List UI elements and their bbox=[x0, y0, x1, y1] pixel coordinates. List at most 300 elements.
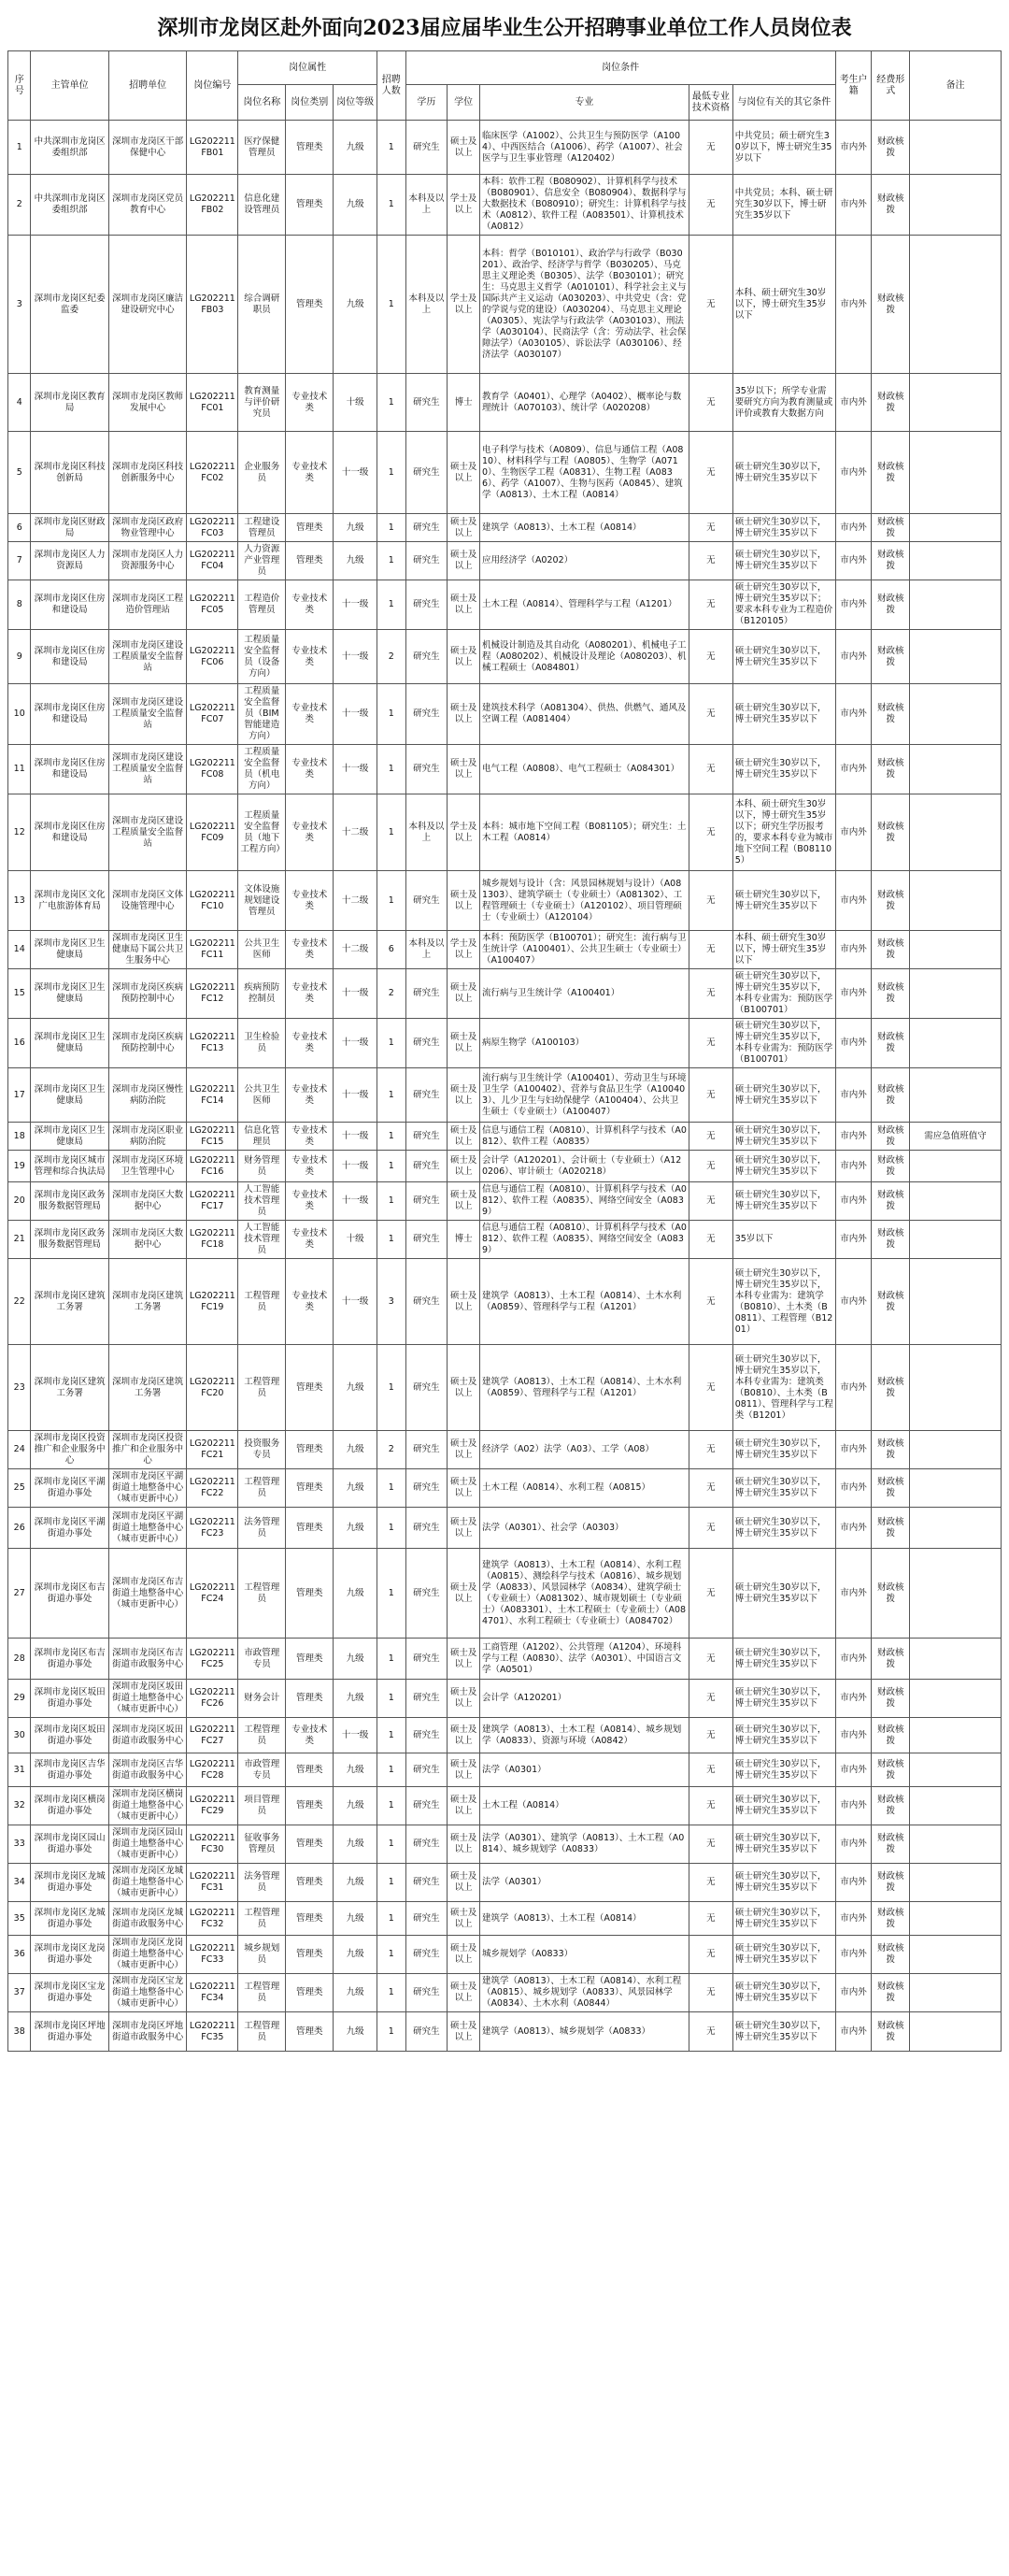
cell-major: 城乡规划学（A0833） bbox=[479, 1936, 689, 1974]
page-title: 深圳市龙岗区赴外面向2023届应届毕业生公开招聘事业单位工作人员岗位表 bbox=[157, 16, 852, 40]
cell-note bbox=[910, 2012, 1002, 2052]
cell-position-type: 管理类 bbox=[286, 121, 334, 175]
table-row bbox=[8, 1431, 1002, 1469]
cell-major: 建筑学（A0813）、土木工程（A0814）、水利工程（A0815）、测绘科学与技术（A0816）、城乡规划学（A0833）、风景园林学（A0834）、建筑学硕士（专业硕士）（A081302）、城市规划硕士（专业硕士）（A083301）、土木工程硕士（专业硕士）（A084701）、水利工程硕士（专业硕士）（A084702） bbox=[479, 1549, 689, 1639]
cell-unit: 深圳市龙岗区建筑工务署 bbox=[108, 1259, 186, 1345]
cell-other-conditions: 硕士研究生30岁以下，博士研究生35岁以下 bbox=[732, 1902, 835, 1936]
cell-position-name: 城乡规划员 bbox=[238, 1936, 286, 1974]
cell-other-conditions: 硕士研究生30岁以下，博士研究生35岁以下 bbox=[732, 1068, 835, 1123]
cell-count: 1 bbox=[377, 1508, 406, 1549]
cell-unit: 深圳市龙岗区文体设施管理中心 bbox=[108, 871, 186, 931]
cell-education: 研究生 bbox=[405, 1902, 448, 1936]
cell-funding: 财政核拨 bbox=[872, 1345, 910, 1431]
cell-dept: 深圳市龙岗区龙岗街道办事处 bbox=[31, 1936, 108, 1974]
cell-degree: 硕士及以上 bbox=[448, 1469, 480, 1508]
cell-unit: 深圳市龙岗区廉洁建设研究中心 bbox=[108, 236, 186, 374]
cell-degree: 硕士及以上 bbox=[448, 1936, 480, 1974]
cell-position-level: 九级 bbox=[334, 1825, 377, 1864]
cell-unit: 深圳市龙岗区大数据中心 bbox=[108, 1182, 186, 1221]
table-row bbox=[8, 1864, 1002, 1902]
cell-position-level: 九级 bbox=[334, 1902, 377, 1936]
cell-hukou: 市内外 bbox=[835, 1787, 872, 1825]
cell-min-qualification: 无 bbox=[689, 1221, 732, 1259]
cell-position-type: 专业技术类 bbox=[286, 931, 334, 969]
table-row bbox=[8, 1753, 1002, 1787]
cell-position-name: 征收事务管理员 bbox=[238, 1825, 286, 1864]
cell-seq: 27 bbox=[8, 1549, 31, 1639]
cell-code: LG202211FC19 bbox=[187, 1259, 238, 1345]
cell-position-level: 九级 bbox=[334, 1508, 377, 1549]
cell-hukou: 市内外 bbox=[835, 1864, 872, 1902]
cell-funding: 财政核拨 bbox=[872, 1431, 910, 1469]
cell-min-qualification: 无 bbox=[689, 374, 732, 432]
cell-education: 研究生 bbox=[405, 630, 448, 684]
cell-education: 研究生 bbox=[405, 374, 448, 432]
cell-unit: 深圳市龙岗区教师发展中心 bbox=[108, 374, 186, 432]
cell-seq: 13 bbox=[8, 871, 31, 931]
cell-count: 1 bbox=[377, 1068, 406, 1123]
cell-degree: 硕士及以上 bbox=[448, 1680, 480, 1718]
cell-dept: 深圳市龙岗区卫生健康局 bbox=[31, 1123, 108, 1151]
cell-dept: 深圳市龙岗区住房和建设局 bbox=[31, 684, 108, 745]
cell-dept: 深圳市龙岗区坂田街道办事处 bbox=[31, 1680, 108, 1718]
cell-position-level: 九级 bbox=[334, 1787, 377, 1825]
cell-position-level: 十一级 bbox=[334, 1718, 377, 1753]
cell-degree: 硕士及以上 bbox=[448, 1431, 480, 1469]
cell-position-type: 管理类 bbox=[286, 236, 334, 374]
header-cond-group: 岗位条件 bbox=[405, 51, 835, 85]
cell-position-name: 人工智能技术管理员 bbox=[238, 1221, 286, 1259]
cell-unit: 深圳市龙岗区建设工程质量安全监督站 bbox=[108, 630, 186, 684]
header-funding: 经费形式 bbox=[872, 51, 910, 121]
cell-position-type: 专业技术类 bbox=[286, 432, 334, 514]
cell-code: LG202211FC08 bbox=[187, 745, 238, 794]
table-row bbox=[8, 1974, 1002, 2012]
cell-position-name: 市政管理专员 bbox=[238, 1753, 286, 1787]
table-row bbox=[8, 630, 1002, 684]
table-row bbox=[8, 1068, 1002, 1123]
cell-count: 1 bbox=[377, 1936, 406, 1974]
cell-degree: 学士及以上 bbox=[448, 175, 480, 236]
table-row bbox=[8, 236, 1002, 374]
cell-dept: 深圳市龙岗区吉华街道办事处 bbox=[31, 1753, 108, 1787]
cell-seq: 19 bbox=[8, 1151, 31, 1182]
cell-count: 2 bbox=[377, 1431, 406, 1469]
cell-code: LG202211FC20 bbox=[187, 1345, 238, 1431]
cell-min-qualification: 无 bbox=[689, 1068, 732, 1123]
cell-funding: 财政核拨 bbox=[872, 1221, 910, 1259]
cell-hukou: 市内外 bbox=[835, 432, 872, 514]
cell-unit: 深圳市龙岗区吉华街道市政服务中心 bbox=[108, 1753, 186, 1787]
cell-count: 1 bbox=[377, 794, 406, 871]
cell-other-conditions: 硕士研究生30岁以下，博士研究生35岁以下 bbox=[732, 1936, 835, 1974]
cell-education: 研究生 bbox=[405, 1345, 448, 1431]
cell-funding: 财政核拨 bbox=[872, 684, 910, 745]
cell-hukou: 市内外 bbox=[835, 1825, 872, 1864]
cell-count: 1 bbox=[377, 1019, 406, 1068]
cell-position-name: 综合调研职员 bbox=[238, 236, 286, 374]
cell-dept: 深圳市龙岗区建筑工务署 bbox=[31, 1259, 108, 1345]
cell-position-name: 项目管理员 bbox=[238, 1787, 286, 1825]
cell-unit: 深圳市龙岗区龙岗街道土地整备中心（城市更新中心） bbox=[108, 1936, 186, 1974]
table-row bbox=[8, 1259, 1002, 1345]
cell-position-level: 十二级 bbox=[334, 931, 377, 969]
cell-note bbox=[910, 1182, 1002, 1221]
cell-dept: 深圳市龙岗区平湖街道办事处 bbox=[31, 1508, 108, 1549]
cell-count: 1 bbox=[377, 745, 406, 794]
cell-seq: 17 bbox=[8, 1068, 31, 1123]
cell-major: 建筑学（A0813）、土木工程（A0814）、城乡规划学（A0833）、资源与环境（A0842） bbox=[479, 1718, 689, 1753]
table-header bbox=[8, 51, 1002, 121]
table-row bbox=[8, 931, 1002, 969]
cell-count: 1 bbox=[377, 1825, 406, 1864]
header-other: 与岗位有关的其它条件 bbox=[732, 85, 835, 121]
cell-hukou: 市内外 bbox=[835, 1549, 872, 1639]
cell-major: 本科：预防医学（B100701）；研究生：流行病与卫生统计学（A100401）、公共卫生硕士（专业硕士）（A100407） bbox=[479, 931, 689, 969]
cell-dept: 深圳市龙岗区横岗街道办事处 bbox=[31, 1787, 108, 1825]
cell-major: 电气工程（A0808）、电气工程硕士（A084301） bbox=[479, 745, 689, 794]
cell-min-qualification: 无 bbox=[689, 1431, 732, 1469]
cell-position-level: 十二级 bbox=[334, 871, 377, 931]
cell-position-level: 十一级 bbox=[334, 1182, 377, 1221]
table-row bbox=[8, 684, 1002, 745]
cell-major: 建筑学（A0813）、土木工程（A0814）、水利工程（A0815）、城乡规划学（A0833）、风景园林学（A0834）、土木水利（A0844） bbox=[479, 1974, 689, 2012]
cell-dept: 深圳市龙岗区坂田街道办事处 bbox=[31, 1718, 108, 1753]
cell-code: LG202211FC21 bbox=[187, 1431, 238, 1469]
cell-other-conditions: 硕士研究生30岁以下，博士研究生35岁以下 bbox=[732, 432, 835, 514]
cell-position-name: 工程质量安全监督员（地下工程方向） bbox=[238, 794, 286, 871]
cell-dept: 中共深圳市龙岗区委组织部 bbox=[31, 121, 108, 175]
cell-hukou: 市内外 bbox=[835, 1182, 872, 1221]
cell-count: 1 bbox=[377, 1680, 406, 1718]
cell-position-type: 管理类 bbox=[286, 1974, 334, 2012]
cell-note bbox=[910, 745, 1002, 794]
cell-note bbox=[910, 1549, 1002, 1639]
cell-position-name: 文体设施规划建设管理员 bbox=[238, 871, 286, 931]
cell-education: 研究生 bbox=[405, 871, 448, 931]
cell-education: 本科及以上 bbox=[405, 931, 448, 969]
cell-position-name: 法务管理员 bbox=[238, 1508, 286, 1549]
table-row bbox=[8, 1151, 1002, 1182]
cell-funding: 财政核拨 bbox=[872, 871, 910, 931]
cell-unit: 深圳市龙岗区科技创新服务中心 bbox=[108, 432, 186, 514]
cell-min-qualification: 无 bbox=[689, 1182, 732, 1221]
cell-position-name: 医疗保健管理员 bbox=[238, 121, 286, 175]
cell-position-name: 工程质量安全监督员（BIM智能建造方向） bbox=[238, 684, 286, 745]
cell-code: LG202211FB02 bbox=[187, 175, 238, 236]
cell-education: 研究生 bbox=[405, 684, 448, 745]
cell-min-qualification: 无 bbox=[689, 1753, 732, 1787]
cell-dept: 深圳市龙岗区宝龙街道办事处 bbox=[31, 1974, 108, 2012]
cell-position-type: 专业技术类 bbox=[286, 871, 334, 931]
cell-unit: 深圳市龙岗区坂田街道土地整备中心（城市更新中心） bbox=[108, 1680, 186, 1718]
cell-funding: 财政核拨 bbox=[872, 1936, 910, 1974]
cell-hukou: 市内外 bbox=[835, 1974, 872, 2012]
cell-major: 建筑学（A0813）、城乡规划学（A0833） bbox=[479, 2012, 689, 2052]
cell-position-name: 财务会计 bbox=[238, 1680, 286, 1718]
cell-min-qualification: 无 bbox=[689, 1469, 732, 1508]
cell-code: LG202211FC09 bbox=[187, 794, 238, 871]
cell-seq: 16 bbox=[8, 1019, 31, 1068]
header-pos-name: 岗位名称 bbox=[238, 85, 286, 121]
cell-degree: 硕士及以上 bbox=[448, 1639, 480, 1680]
cell-major: 建筑学（A0813）、土木工程（A0814） bbox=[479, 514, 689, 542]
cell-position-level: 九级 bbox=[334, 1549, 377, 1639]
cell-min-qualification: 无 bbox=[689, 2012, 732, 2052]
cell-major: 建筑学（A0813）、土木工程（A0814）、土木水利（A0859）、管理科学与工程（A1201） bbox=[479, 1345, 689, 1431]
cell-funding: 财政核拨 bbox=[872, 1151, 910, 1182]
cell-position-type: 管理类 bbox=[286, 542, 334, 580]
cell-note bbox=[910, 1936, 1002, 1974]
cell-code: LG202211FC29 bbox=[187, 1787, 238, 1825]
cell-note bbox=[910, 1469, 1002, 1508]
cell-min-qualification: 无 bbox=[689, 630, 732, 684]
cell-note bbox=[910, 542, 1002, 580]
cell-major: 土木工程（A0814）、水利工程（A0815） bbox=[479, 1469, 689, 1508]
cell-seq: 14 bbox=[8, 931, 31, 969]
cell-position-type: 专业技术类 bbox=[286, 745, 334, 794]
cell-position-type: 管理类 bbox=[286, 1431, 334, 1469]
table-row bbox=[8, 121, 1002, 175]
cell-education: 研究生 bbox=[405, 1864, 448, 1902]
cell-hukou: 市内外 bbox=[835, 514, 872, 542]
cell-education: 研究生 bbox=[405, 1753, 448, 1787]
cell-seq: 36 bbox=[8, 1936, 31, 1974]
cell-position-name: 教育测量与评价研究员 bbox=[238, 374, 286, 432]
cell-funding: 财政核拨 bbox=[872, 542, 910, 580]
cell-hukou: 市内外 bbox=[835, 175, 872, 236]
cell-degree: 硕士及以上 bbox=[448, 1549, 480, 1639]
cell-note bbox=[910, 1974, 1002, 2012]
cell-position-type: 专业技术类 bbox=[286, 1068, 334, 1123]
cell-seq: 18 bbox=[8, 1123, 31, 1151]
cell-code: LG202211FC31 bbox=[187, 1864, 238, 1902]
cell-education: 研究生 bbox=[405, 2012, 448, 2052]
cell-min-qualification: 无 bbox=[689, 1718, 732, 1753]
cell-major: 会计学（A120201）、会计硕士（专业硕士）（A120206）、审计硕士（A020218） bbox=[479, 1151, 689, 1182]
header-major: 专业 bbox=[479, 85, 689, 121]
cell-hukou: 市内外 bbox=[835, 1753, 872, 1787]
cell-note bbox=[910, 1718, 1002, 1753]
header-minspec: 最低专业技术资格 bbox=[689, 85, 732, 121]
cell-count: 1 bbox=[377, 1974, 406, 2012]
cell-note bbox=[910, 1431, 1002, 1469]
cell-degree: 硕士及以上 bbox=[448, 432, 480, 514]
cell-seq: 32 bbox=[8, 1787, 31, 1825]
cell-position-name: 工程管理员 bbox=[238, 1718, 286, 1753]
cell-unit: 深圳市龙岗区坪地街道市政服务中心 bbox=[108, 2012, 186, 2052]
cell-unit: 深圳市龙岗区宝龙街道土地整备中心（城市更新中心） bbox=[108, 1974, 186, 2012]
cell-unit: 深圳市龙岗区政府物业管理中心 bbox=[108, 514, 186, 542]
cell-min-qualification: 无 bbox=[689, 1019, 732, 1068]
cell-position-name: 法务管理员 bbox=[238, 1864, 286, 1902]
cell-min-qualification: 无 bbox=[689, 969, 732, 1019]
cell-code: LG202211FC02 bbox=[187, 432, 238, 514]
cell-dept: 深圳市龙岗区住房和建设局 bbox=[31, 630, 108, 684]
cell-note bbox=[910, 1151, 1002, 1182]
cell-min-qualification: 无 bbox=[689, 1825, 732, 1864]
cell-position-type: 专业技术类 bbox=[286, 794, 334, 871]
cell-dept: 深圳市龙岗区文化广电旅游体育局 bbox=[31, 871, 108, 931]
cell-position-level: 九级 bbox=[334, 1680, 377, 1718]
cell-major: 流行病与卫生统计学（A100401）、劳动卫生与环境卫生学（A100402）、营养与食品卫生学（A100403）、儿少卫生与妇幼保健学（A100404）、公共卫生硕士（专业硕士）（A100407） bbox=[479, 1068, 689, 1123]
cell-position-name: 投资服务专员 bbox=[238, 1431, 286, 1469]
cell-hukou: 市内外 bbox=[835, 1221, 872, 1259]
cell-funding: 财政核拨 bbox=[872, 580, 910, 630]
cell-education: 研究生 bbox=[405, 745, 448, 794]
cell-other-conditions: 硕士研究生30岁以下，博士研究生35岁以下 bbox=[732, 1123, 835, 1151]
cell-note bbox=[910, 969, 1002, 1019]
cell-code: LG202211FC28 bbox=[187, 1753, 238, 1787]
cell-other-conditions: 35岁以下；所学专业需要研究方向为教育测量或评价或教育大数据方向 bbox=[732, 374, 835, 432]
cell-unit: 深圳市龙岗区疾病预防控制中心 bbox=[108, 1019, 186, 1068]
cell-position-level: 九级 bbox=[334, 1974, 377, 2012]
cell-degree: 硕士及以上 bbox=[448, 969, 480, 1019]
cell-other-conditions: 硕士研究生30岁以下，博士研究生35岁以下，本科专业需为：建筑学（B0810）、土木类（B0811）、工程管理（B1201） bbox=[732, 1259, 835, 1345]
cell-min-qualification: 无 bbox=[689, 236, 732, 374]
cell-funding: 财政核拨 bbox=[872, 1787, 910, 1825]
cell-min-qualification: 无 bbox=[689, 1345, 732, 1431]
cell-position-type: 管理类 bbox=[286, 1787, 334, 1825]
header-seq: 序号 bbox=[8, 51, 31, 121]
cell-other-conditions: 硕士研究生30岁以下，博士研究生35岁以下 bbox=[732, 514, 835, 542]
cell-position-type: 管理类 bbox=[286, 1508, 334, 1549]
cell-count: 1 bbox=[377, 684, 406, 745]
cell-hukou: 市内外 bbox=[835, 931, 872, 969]
cell-note bbox=[910, 175, 1002, 236]
cell-degree: 硕士及以上 bbox=[448, 2012, 480, 2052]
cell-position-type: 专业技术类 bbox=[286, 684, 334, 745]
cell-degree: 博士 bbox=[448, 1221, 480, 1259]
cell-hukou: 市内外 bbox=[835, 236, 872, 374]
cell-min-qualification: 无 bbox=[689, 514, 732, 542]
cell-min-qualification: 无 bbox=[689, 1902, 732, 1936]
cell-degree: 硕士及以上 bbox=[448, 1864, 480, 1902]
cell-seq: 22 bbox=[8, 1259, 31, 1345]
cell-count: 1 bbox=[377, 514, 406, 542]
cell-other-conditions: 硕士研究生30岁以下，博士研究生35岁以下 bbox=[732, 1549, 835, 1639]
cell-degree: 硕士及以上 bbox=[448, 1974, 480, 2012]
cell-note bbox=[910, 1259, 1002, 1345]
cell-hukou: 市内外 bbox=[835, 1431, 872, 1469]
cell-position-level: 九级 bbox=[334, 175, 377, 236]
cell-dept: 深圳市龙岗区人力资源局 bbox=[31, 542, 108, 580]
cell-other-conditions: 硕士研究生30岁以下，博士研究生35岁以下 bbox=[732, 630, 835, 684]
cell-education: 研究生 bbox=[405, 580, 448, 630]
cell-funding: 财政核拨 bbox=[872, 1753, 910, 1787]
cell-count: 3 bbox=[377, 1259, 406, 1345]
cell-min-qualification: 无 bbox=[689, 542, 732, 580]
cell-min-qualification: 无 bbox=[689, 1508, 732, 1549]
cell-dept: 深圳市龙岗区住房和建设局 bbox=[31, 745, 108, 794]
table-row bbox=[8, 1345, 1002, 1431]
cell-count: 1 bbox=[377, 1182, 406, 1221]
cell-seq: 6 bbox=[8, 514, 31, 542]
cell-code: LG202211FC06 bbox=[187, 630, 238, 684]
cell-dept: 深圳市龙岗区坪地街道办事处 bbox=[31, 2012, 108, 2052]
cell-degree: 学士及以上 bbox=[448, 236, 480, 374]
cell-funding: 财政核拨 bbox=[872, 1864, 910, 1902]
cell-code: LG202211FC15 bbox=[187, 1123, 238, 1151]
table-row bbox=[8, 1221, 1002, 1259]
cell-min-qualification: 无 bbox=[689, 794, 732, 871]
cell-count: 1 bbox=[377, 1639, 406, 1680]
cell-seq: 24 bbox=[8, 1431, 31, 1469]
cell-position-type: 专业技术类 bbox=[286, 969, 334, 1019]
cell-dept: 深圳市龙岗区卫生健康局 bbox=[31, 1019, 108, 1068]
cell-position-level: 十一级 bbox=[334, 1151, 377, 1182]
cell-unit: 深圳市龙岗区党员教育中心 bbox=[108, 175, 186, 236]
cell-education: 研究生 bbox=[405, 514, 448, 542]
cell-major: 信息与通信工程（A0810）、计算机科学与技术（A0812）、软件工程（A0835）、网络空间安全（A0839） bbox=[479, 1221, 689, 1259]
document-page bbox=[7, 6, 1002, 2052]
cell-major: 本科：城市地下空间工程（B081105）；研究生：土木工程（A0814） bbox=[479, 794, 689, 871]
cell-other-conditions: 硕士研究生30岁以下，博士研究生35岁以下 bbox=[732, 1787, 835, 1825]
cell-funding: 财政核拨 bbox=[872, 1825, 910, 1864]
cell-position-name: 人力资源产业管理员 bbox=[238, 542, 286, 580]
cell-code: LG202211FC18 bbox=[187, 1221, 238, 1259]
cell-hukou: 市内外 bbox=[835, 1259, 872, 1345]
cell-major: 病原生物学（A100103） bbox=[479, 1019, 689, 1068]
cell-seq: 26 bbox=[8, 1508, 31, 1549]
cell-count: 1 bbox=[377, 2012, 406, 2052]
cell-dept: 深圳市龙岗区投资推广和企业服务中心 bbox=[31, 1431, 108, 1469]
cell-education: 本科及以上 bbox=[405, 794, 448, 871]
cell-hukou: 市内外 bbox=[835, 745, 872, 794]
cell-position-level: 十一级 bbox=[334, 1068, 377, 1123]
cell-dept: 深圳市龙岗区科技创新局 bbox=[31, 432, 108, 514]
cell-degree: 硕士及以上 bbox=[448, 871, 480, 931]
cell-other-conditions: 本科、硕士研究生30岁以下，博士研究生35岁以下 bbox=[732, 236, 835, 374]
cell-position-level: 十一级 bbox=[334, 684, 377, 745]
cell-note bbox=[910, 121, 1002, 175]
cell-count: 1 bbox=[377, 1864, 406, 1902]
cell-count: 2 bbox=[377, 969, 406, 1019]
cell-note bbox=[910, 236, 1002, 374]
cell-education: 研究生 bbox=[405, 1221, 448, 1259]
cell-position-type: 管理类 bbox=[286, 1469, 334, 1508]
cell-dept: 深圳市龙岗区住房和建设局 bbox=[31, 580, 108, 630]
cell-unit: 深圳市龙岗区布吉街道市政服务中心 bbox=[108, 1639, 186, 1680]
cell-position-name: 市政管理专员 bbox=[238, 1639, 286, 1680]
cell-unit: 深圳市龙岗区工程造价管理站 bbox=[108, 580, 186, 630]
cell-major: 建筑学（A0813）、土木工程（A0814） bbox=[479, 1902, 689, 1936]
cell-other-conditions: 硕士研究生30岁以下，博士研究生35岁以下 bbox=[732, 2012, 835, 2052]
cell-dept: 深圳市龙岗区龙城街道办事处 bbox=[31, 1864, 108, 1902]
cell-major: 工商管理（A1202）、公共管理（A1204）、环境科学与工程（A0830）、法学（A0301）、中国语言文学（A0501） bbox=[479, 1639, 689, 1680]
cell-count: 1 bbox=[377, 1123, 406, 1151]
cell-major: 流行病与卫生统计学（A100401） bbox=[479, 969, 689, 1019]
cell-seq: 37 bbox=[8, 1974, 31, 2012]
cell-code: LG202211FB03 bbox=[187, 236, 238, 374]
cell-note bbox=[910, 374, 1002, 432]
cell-major: 机械设计制造及其自动化（A080201）、机械电子工程（A080202）、机械设计及理论（A080203）、机械工程硕士（A084801） bbox=[479, 630, 689, 684]
header-pos-level: 岗位等级 bbox=[334, 85, 377, 121]
cell-dept: 深圳市龙岗区布吉街道办事处 bbox=[31, 1639, 108, 1680]
cell-position-level: 十一级 bbox=[334, 1123, 377, 1151]
position-table bbox=[7, 50, 1002, 2052]
table-row bbox=[8, 969, 1002, 1019]
cell-position-level: 十二级 bbox=[334, 794, 377, 871]
cell-position-type: 管理类 bbox=[286, 1549, 334, 1639]
cell-major: 土木工程（A0814）、管理科学与工程（A1201） bbox=[479, 580, 689, 630]
cell-position-name: 工程造价管理员 bbox=[238, 580, 286, 630]
cell-major: 建筑技术科学（A081304）、供热、供燃气、通风及空调工程（A081404） bbox=[479, 684, 689, 745]
cell-count: 1 bbox=[377, 871, 406, 931]
cell-seq: 35 bbox=[8, 1902, 31, 1936]
cell-seq: 23 bbox=[8, 1345, 31, 1431]
cell-degree: 硕士及以上 bbox=[448, 542, 480, 580]
